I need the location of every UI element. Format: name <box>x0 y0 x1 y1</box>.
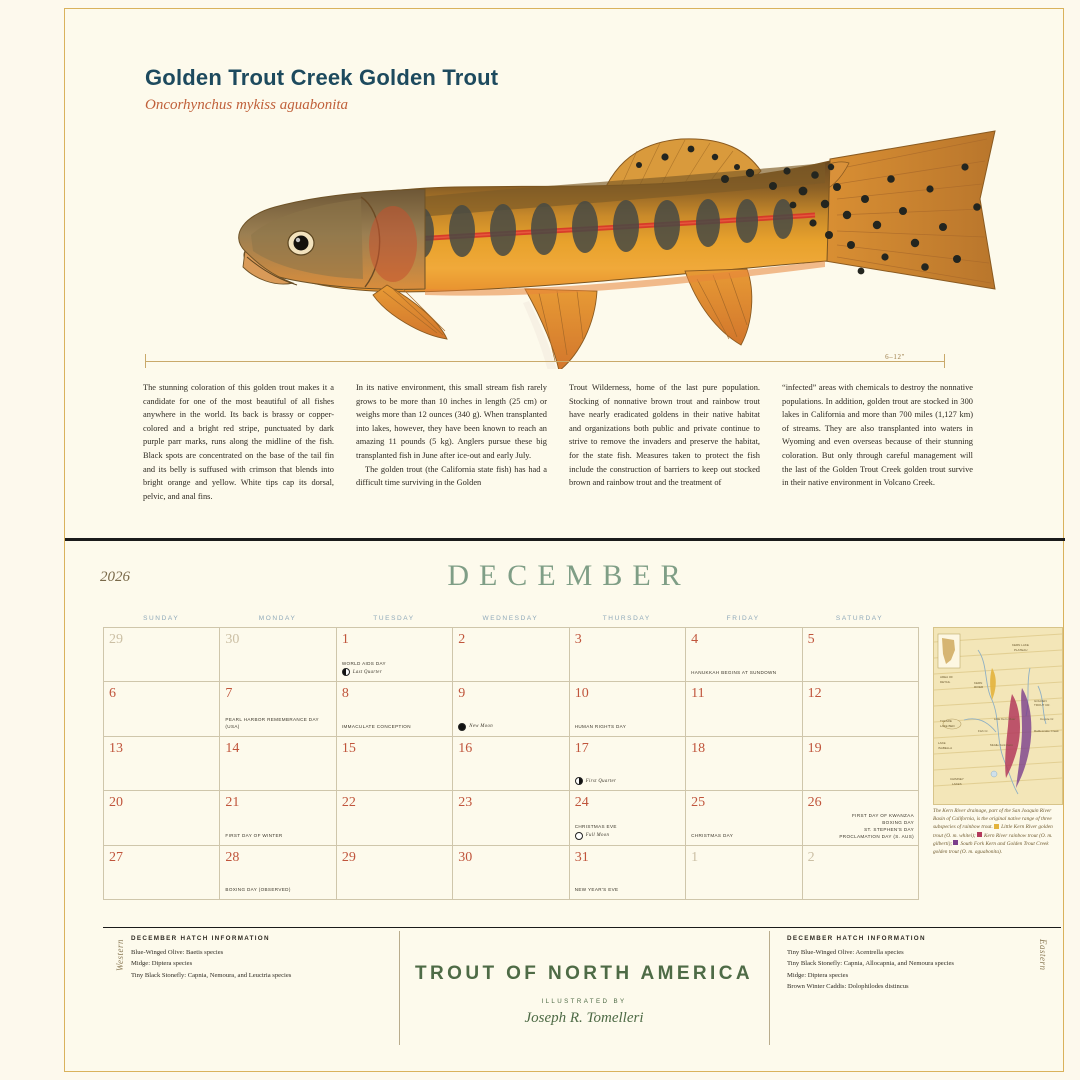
weekday-wednesday: WEDNESDAY <box>482 615 539 622</box>
calendar-day-cell[interactable] <box>570 846 686 900</box>
day-number: 31 <box>574 849 589 865</box>
day-number: 2 <box>807 849 815 865</box>
day-number: 26 <box>807 795 822 811</box>
hatch-row: Tiny Black Stonefly: Capnia, Allocapnia, and Nemoura species <box>787 960 954 968</box>
calendar-day-cell[interactable] <box>570 628 686 682</box>
day-number: 18 <box>691 740 706 756</box>
day-events <box>575 824 681 840</box>
svg-text:KERN: KERN <box>974 681 983 685</box>
calendar-day-cell[interactable] <box>686 628 802 682</box>
day-events <box>342 724 448 731</box>
fish-scientific-name: Oncorhynchus mykiss aguabonita <box>145 97 349 113</box>
moon-phase-icon <box>458 723 466 731</box>
region-label-eastern: Eastern <box>1038 939 1048 971</box>
calendar-day-cell[interactable] <box>104 682 220 736</box>
svg-text:RIVER: RIVER <box>974 685 984 689</box>
day-number: 4 <box>691 632 699 647</box>
day-number: 17 <box>574 740 589 756</box>
day-event-text: HANUKKAH BEGINS AT SUNDOWN <box>691 669 777 675</box>
weekday-saturday: SATURDAY <box>835 615 884 622</box>
day-events <box>575 887 681 894</box>
footer-divider-right <box>769 931 770 1045</box>
moon-phase-label: First Quarter <box>585 778 617 784</box>
hatch-row: Tiny Blue-Winged Olive: Acentrella species <box>787 949 904 956</box>
hatch-title-western: DECEMBER HATCH INFORMATION <box>131 935 270 942</box>
calendar-day-cell[interactable] <box>686 791 802 845</box>
calendar-day-cell[interactable] <box>337 791 453 845</box>
brand-illustrator-name: Joseph R. Tomelleri <box>524 1010 644 1026</box>
day-number: 5 <box>807 632 815 647</box>
day-number: 27 <box>109 849 123 865</box>
day-number: 19 <box>807 740 822 756</box>
weekday-friday: FRIDAY <box>726 615 760 622</box>
svg-text:ISABELLA: ISABELLA <box>938 746 953 750</box>
day-number: 20 <box>109 795 123 811</box>
brand-illustrated-by: ILLUSTRATED BY <box>541 998 627 1005</box>
calendar-day-cell[interactable] <box>570 791 686 845</box>
calendar-day-cell[interactable] <box>570 737 686 791</box>
svg-text:TROUT CR.: TROUT CR. <box>1034 703 1051 707</box>
calendar-day-cell[interactable] <box>220 737 336 791</box>
moon-phase <box>575 777 681 785</box>
legend-swatch-kern-rainbow <box>977 832 982 837</box>
hatch-info-eastern <box>787 935 1033 992</box>
calendar-day-cell[interactable] <box>803 791 919 845</box>
day-number: 28 <box>225 849 240 865</box>
day-events <box>575 724 681 731</box>
day-event-text: IMMACULATE CONCEPTION <box>341 723 411 729</box>
svg-text:KERN LAKE: KERN LAKE <box>1012 643 1029 647</box>
legend-text-gilberti: trout (O. m. gilberti); <box>933 832 1053 847</box>
svg-text:Coyote Cr.: Coyote Cr. <box>1040 717 1055 721</box>
calendar-panel <box>65 541 1063 1071</box>
range-map <box>933 627 1063 805</box>
legend-swatch-south-fork <box>953 840 958 845</box>
svg-text:Little Kern River: Little Kern River <box>994 717 1016 721</box>
svg-text:LAKE BED: LAKE BED <box>940 724 955 728</box>
moon-phase <box>342 668 448 676</box>
day-number: 29 <box>109 632 123 647</box>
weekday-sunday: SUNDAY <box>143 615 180 622</box>
day-events <box>225 833 331 840</box>
calendar-day-cell[interactable] <box>337 737 453 791</box>
hatch-row: Blue-Winged Olive: Baetis species <box>131 949 224 956</box>
weekday-monday: MONDAY <box>258 615 297 622</box>
legend-text-south-fork: South Fork Kern and Golden Trout Creek <box>960 840 1049 847</box>
calendar-day-cell[interactable] <box>104 791 220 845</box>
moon-phase-icon <box>342 668 350 676</box>
day-event-text: FIRST DAY OF WINTER <box>225 832 283 838</box>
calendar-day-cell[interactable] <box>220 791 336 845</box>
hatch-info-western <box>131 935 377 981</box>
day-events <box>691 833 797 840</box>
day-number: 1 <box>341 632 349 647</box>
day-number: 15 <box>341 740 356 756</box>
moon-phase-label: Last Quarter <box>352 669 382 675</box>
svg-text:LAKE: LAKE <box>938 741 946 745</box>
legend-text-kern-rainbow: Kern River rainbow <box>983 832 1027 839</box>
day-number: 22 <box>341 795 356 811</box>
day-number: 21 <box>225 795 240 811</box>
day-event-text: PEARL HARBOR REMEMBRANCE DAY (USA) <box>225 717 319 729</box>
day-number: 9 <box>458 686 466 702</box>
day-number: 1 <box>691 849 699 865</box>
day-event-text: CHRISTMAS DAY <box>691 832 734 838</box>
calendar-day-cell[interactable] <box>803 682 919 736</box>
day-number: 29 <box>341 849 356 865</box>
moon-phase <box>458 723 564 731</box>
weekday-tuesday: TUESDAY <box>373 615 415 622</box>
map-caption <box>933 807 1063 856</box>
calendar-day-cell[interactable] <box>104 846 220 900</box>
calendar-day-cell[interactable] <box>453 628 569 682</box>
day-event-text: WORLD AIDS DAY <box>341 660 386 666</box>
day-number: 24 <box>574 795 589 811</box>
brand-title: TROUT OF NORTH AMERICA <box>415 963 753 984</box>
description-column-3: Trout Wilderness, home of the last pure population. Stocking of nonnative brown trout and rainbow trout have nearly eradicated goldens in their native habitat and organizations both public and private continue to strive to remove the invaders and preserve the habitat, for the state fish. Measures taken to protect the fish include the construction of barriers to keep out stocked brown and rainbow trout and the treatment of <box>569 383 760 488</box>
svg-text:LAKES: LAKES <box>952 782 962 786</box>
size-scale-bar <box>145 354 945 368</box>
moon-phase-label: Full Moon <box>585 833 610 838</box>
day-events <box>225 717 331 731</box>
calendar-day-cell[interactable] <box>104 628 220 682</box>
region-label-western: Western <box>115 939 125 972</box>
calendar-day-cell[interactable] <box>803 737 919 791</box>
day-events <box>458 722 564 731</box>
calendar-day-cell[interactable] <box>220 628 336 682</box>
hatch-title-eastern: DECEMBER HATCH INFORMATION <box>787 935 926 942</box>
calendar-grid <box>103 627 919 900</box>
day-number: 14 <box>225 740 240 756</box>
calendar-day-cell[interactable] <box>686 846 802 900</box>
calendar-day-cell[interactable] <box>453 791 569 845</box>
calendar-day-cell[interactable] <box>220 846 336 900</box>
day-number: 16 <box>458 740 473 756</box>
legend-text-aguabonita: golden trout (O. m. aguabonita). <box>933 849 1003 856</box>
day-events <box>342 661 448 677</box>
day-number: 23 <box>458 795 473 811</box>
svg-text:TULARE: TULARE <box>940 719 952 723</box>
day-number: 11 <box>691 686 705 702</box>
svg-text:Fish Cr.: Fish Cr. <box>978 729 989 733</box>
calendar-footer <box>103 927 1061 1049</box>
calendar-day-cell[interactable] <box>453 846 569 900</box>
calendar-day-cell[interactable] <box>686 682 802 736</box>
fish-plate-panel <box>65 9 1063 537</box>
calendar-year: 2026 <box>100 569 130 585</box>
day-number: 12 <box>807 686 822 702</box>
hatch-row: Midge: Diptera species <box>787 971 849 979</box>
calendar-day-cell[interactable] <box>337 682 453 736</box>
description-column-2: In its native environment, this small stream fish rarely grows to be more than 10 inches in length (25 cm) or weighs more than 12 ounces (340 g). When transplanted into lakes, however, they have been known to reach an amazing 11 pounds (5 kg). Anglers pursue these big transplanted fish in June after ice-out and early July. The golden trout (the California state fish) has had a difficult time surviving in the Golden <box>356 383 547 488</box>
svg-text:PLATEAU: PLATEAU <box>1014 648 1028 652</box>
calendar-day-cell[interactable] <box>803 628 919 682</box>
day-events: FIRST DAY OF KWANZAA BOXING DAY ST. STEPHEN'S DAY PROCLAMATION DAY (S. AUS) <box>839 813 914 839</box>
svg-text:CHIMNEY: CHIMNEY <box>950 777 964 781</box>
day-number: 10 <box>574 686 589 702</box>
calendar-day-cell[interactable] <box>337 628 453 682</box>
legend-swatch-little-kern <box>994 824 999 829</box>
day-event-text: HUMAN RIGHTS DAY <box>574 723 627 729</box>
svg-text:GOLDEN: GOLDEN <box>1034 699 1047 703</box>
hatch-row: Midge: Diptera species <box>131 960 193 968</box>
footer-rule <box>103 927 1061 928</box>
day-number: 30 <box>225 632 240 647</box>
calendar-day-cell[interactable] <box>453 682 569 736</box>
day-number: 3 <box>574 632 582 647</box>
calendar-day-cell[interactable] <box>570 682 686 736</box>
day-event-text: BOXING DAY (OBSERVED) <box>225 887 291 893</box>
day-events <box>575 776 681 785</box>
day-number: 25 <box>691 795 706 811</box>
calendar-day-cell[interactable] <box>220 682 336 736</box>
svg-text:Middle Fork Kern: Middle Fork Kern <box>990 743 1013 747</box>
calendar-day-cell[interactable] <box>104 737 220 791</box>
svg-text:AREA OF: AREA OF <box>940 675 954 679</box>
map-caption-line-1: The Kern River drainage, part of the San Joaquin River Basin of California, <box>933 808 1052 823</box>
moon-phase <box>575 832 681 840</box>
day-number: 6 <box>109 686 116 702</box>
description-column-4: “infected” areas with chemicals to destroy the nonnative populations. In addition, golden trout are stocked in 300 lakes in California and more than 700 miles (1,127 km) of streams. They are also transplanted into waters in Wyoming and even overseas because of their stunning coloration. But only through careful management will the last of the Golden Trout Creek golden trout survive in their native environment in Volcano Creek. <box>782 383 973 488</box>
day-events <box>691 670 797 677</box>
fish-common-name: Golden Trout Creek Golden Trout <box>145 65 499 90</box>
map-caption-line-2: is the original native range of three subspecies of rainbow trout. <box>933 816 1052 831</box>
moon-phase-icon <box>575 777 583 785</box>
moon-phase-label: New Moon <box>469 724 493 730</box>
day-number: 7 <box>225 686 233 702</box>
day-events <box>225 887 331 894</box>
fish-description-columns <box>143 381 988 503</box>
day-number: 2 <box>458 632 466 647</box>
weekday-header <box>103 615 918 622</box>
day-number: 8 <box>341 686 349 702</box>
svg-text:Rattlesnake Creek: Rattlesnake Creek <box>1034 729 1059 733</box>
calendar-day-cell[interactable] <box>686 737 802 791</box>
calendar-day-cell[interactable] <box>337 846 453 900</box>
description-column-1: The stunning coloration of this golden trout makes it a candidate for one of the most beautiful of all fishes anywhere in the world. Its back is brassy or copper-colored and a bright red stripe, punctuated by dark purple parr marks, runs along the midline of the fish. Black spots are concentrated on the base of the tail fin and its belly is suffused with crimson that blends into bright orange and yellow. White tips cap its dorsal, pelvic, and anal fins. <box>143 383 334 501</box>
day-number: 30 <box>458 849 473 865</box>
legend-text-little-kern: Little Kern River golden trout (O. m. whitei); <box>933 824 1053 839</box>
svg-text:DETAIL: DETAIL <box>940 680 951 684</box>
brand-block <box>399 963 769 1027</box>
calendar-day-cell[interactable] <box>803 846 919 900</box>
day-event-text: CHRISTMAS EVE <box>574 823 617 829</box>
day-event-text: NEW YEAR'S EVE <box>574 887 619 893</box>
moon-phase-icon <box>575 832 583 840</box>
weekday-thursday: THURSDAY <box>602 615 651 622</box>
hatch-row: Tiny Black Stonefly: Capnia, Nemoura, and Leuctria species <box>131 971 292 979</box>
calendar-day-cell[interactable] <box>453 737 569 791</box>
day-number: 13 <box>109 740 123 756</box>
size-scale-label: 6–12" <box>881 353 909 361</box>
calendar-month-title: DECEMBER <box>447 559 691 592</box>
hatch-row: Brown Winter Caddis: Dolophilodes distincus <box>787 982 909 990</box>
